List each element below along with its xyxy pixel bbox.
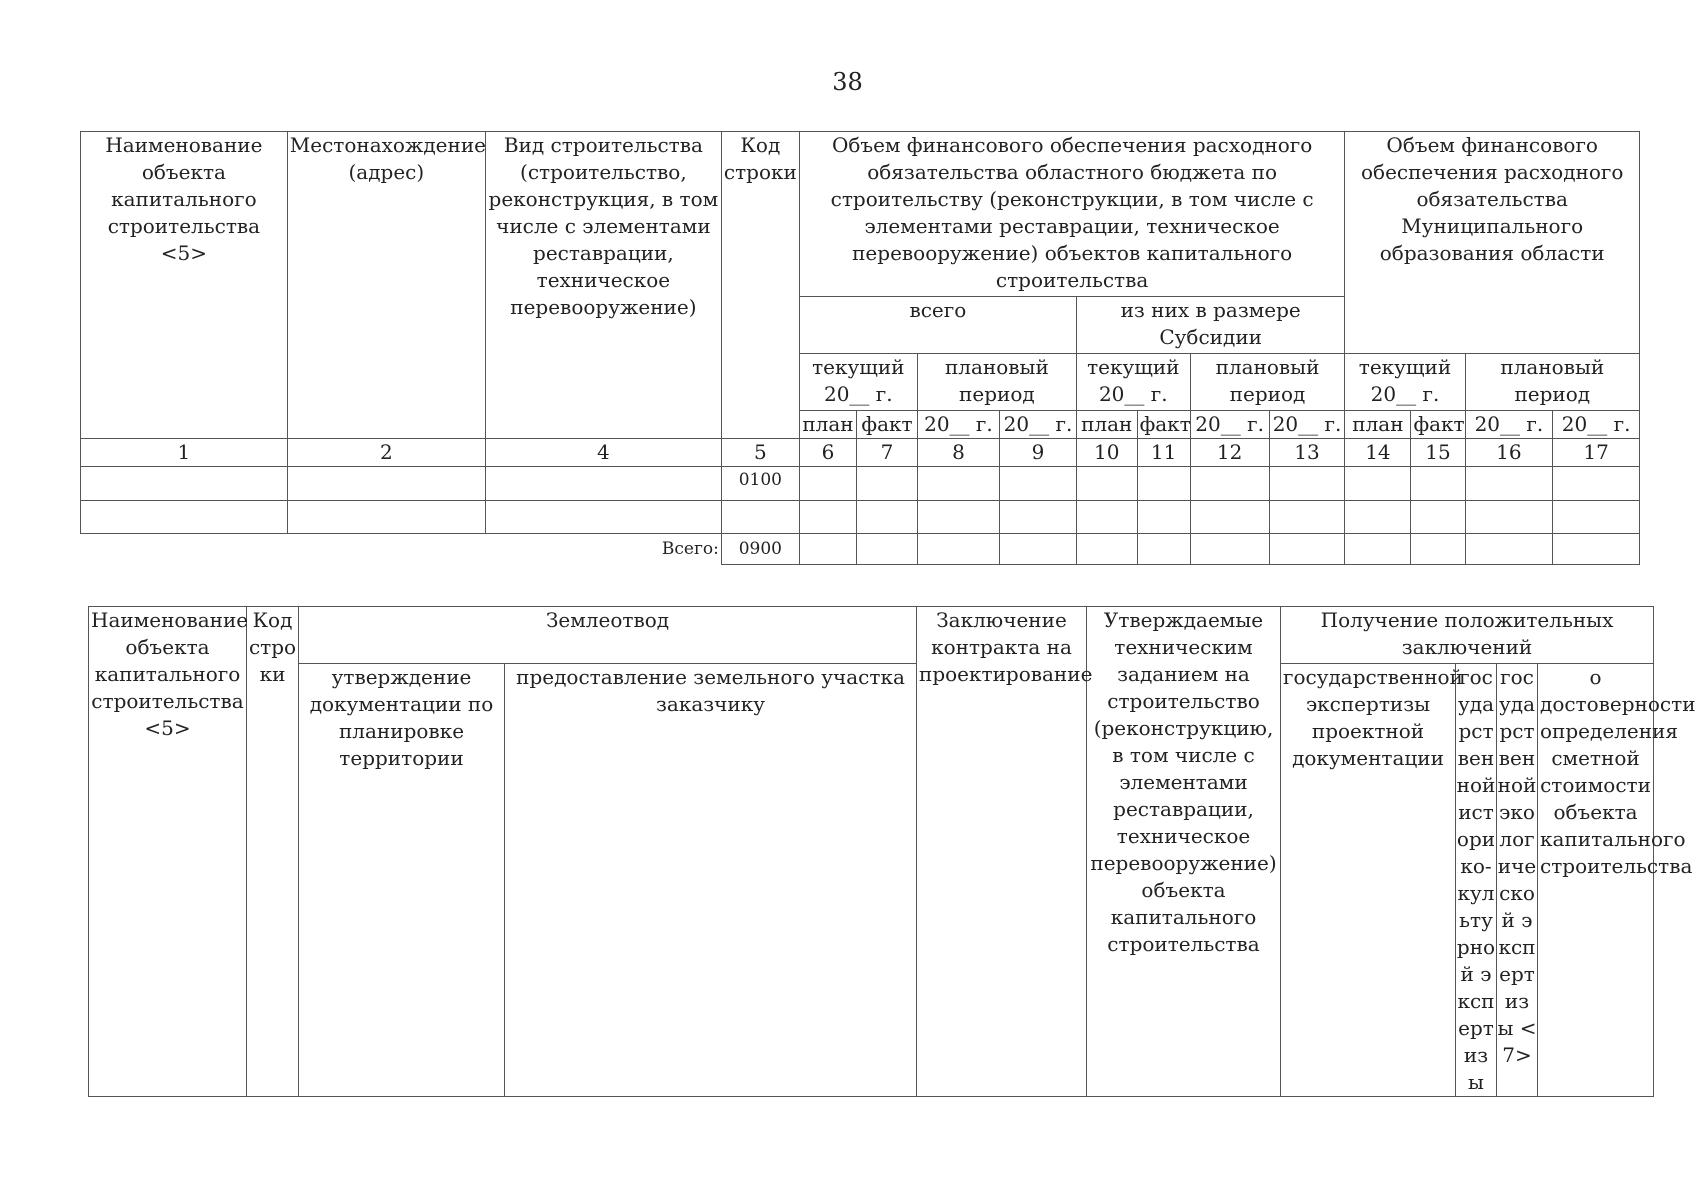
total-value[interactable] <box>1465 534 1553 565</box>
total-value[interactable] <box>917 534 999 565</box>
header-name: Наименование объекта капитального строительства <5> <box>89 607 247 1097</box>
cell-value[interactable] <box>1411 467 1465 501</box>
table-row <box>81 467 1640 501</box>
header-total: всего <box>799 297 1076 354</box>
column-number: 1 <box>81 439 288 467</box>
header-fact: факт <box>1411 411 1465 439</box>
column-number: 13 <box>1269 439 1345 467</box>
header-subsidy: из них в размере Субсидии <box>1076 297 1344 354</box>
header-current-year: текущий 20__ г. <box>799 354 917 411</box>
cell-value[interactable] <box>1000 467 1077 501</box>
header-ecological-expertise: государственной экологической экспертизы <7> <box>1497 664 1538 1097</box>
header-name: Наименование объекта капитального строительства <5> <box>81 132 288 439</box>
header-municipal-budget: Объем финансового обеспечения расходного обязательства Муниципального образования области <box>1345 132 1640 354</box>
column-number: 4 <box>485 439 721 467</box>
total-value[interactable] <box>1190 534 1269 565</box>
header-year: 20__ г. <box>917 411 999 439</box>
page-number: 38 <box>832 68 863 96</box>
cell-value[interactable] <box>1553 501 1640 534</box>
row-code: 0100 <box>721 467 799 501</box>
cell-value[interactable] <box>917 501 999 534</box>
header-fact: факт <box>857 411 918 439</box>
column-number: 17 <box>1553 439 1640 467</box>
header-contract: Заключение контракта на проектирование <box>917 607 1087 1097</box>
total-value[interactable] <box>799 534 856 565</box>
column-numbers-row <box>81 439 1640 467</box>
total-value[interactable] <box>1345 534 1411 565</box>
header-state-expertise: государственной экспертизы проектной документации <box>1281 664 1456 1097</box>
cell-value[interactable] <box>1076 467 1137 501</box>
header-year: 20__ г. <box>1000 411 1077 439</box>
total-value[interactable] <box>1137 534 1190 565</box>
header-year: 20__ г. <box>1465 411 1553 439</box>
cell-value[interactable] <box>1076 501 1137 534</box>
cell-value[interactable] <box>857 467 918 501</box>
column-number: 7 <box>857 439 918 467</box>
column-number: 5 <box>721 439 799 467</box>
financing-table <box>80 131 1640 565</box>
column-number: 16 <box>1465 439 1553 467</box>
column-number: 6 <box>799 439 856 467</box>
column-number: 10 <box>1076 439 1137 467</box>
total-row <box>81 534 1640 565</box>
header-plan: план <box>799 411 856 439</box>
header-land-plan: утверждение документации по планировке территории <box>299 664 505 1097</box>
header-current-year: текущий 20__ г. <box>1345 354 1465 411</box>
header-current-year: текущий 20__ г. <box>1076 354 1190 411</box>
total-value[interactable] <box>1076 534 1137 565</box>
header-historical-expertise: государственной историко-культурной экспертизы <box>1456 664 1497 1097</box>
cell-value[interactable] <box>917 467 999 501</box>
cell-value[interactable] <box>799 501 856 534</box>
header-construction-type: Вид строительства (строительство, реконструкция, в том числе с элементами реставрации, техническое перевооружение) <box>485 132 721 439</box>
total-value[interactable] <box>1553 534 1640 565</box>
total-value[interactable] <box>1269 534 1345 565</box>
cell-type[interactable] <box>485 501 721 534</box>
header-year: 20__ г. <box>1190 411 1269 439</box>
column-number: 8 <box>917 439 999 467</box>
cell-value[interactable] <box>1465 501 1553 534</box>
header-positive-conclusions: Получение положительных заключений <box>1281 607 1654 664</box>
cell-value[interactable] <box>1553 467 1640 501</box>
total-value[interactable] <box>1411 534 1465 565</box>
cell-value[interactable] <box>1345 467 1411 501</box>
column-number: 14 <box>1345 439 1411 467</box>
cell-value[interactable] <box>1190 467 1269 501</box>
cell-name[interactable] <box>81 501 288 534</box>
total-code: 0900 <box>721 534 799 565</box>
cell-value[interactable] <box>1269 467 1345 501</box>
cell-name[interactable] <box>81 467 288 501</box>
cell-value[interactable] <box>1465 467 1553 501</box>
header-cost-reliability: о достоверности определения сметной стоимости объекта капитального строительства <box>1538 664 1654 1097</box>
header-land-allocation: Землеотвод <box>299 607 917 664</box>
header-plan-period: плановый период <box>1190 354 1345 411</box>
cell-value[interactable] <box>1137 501 1190 534</box>
header-land-provide: предоставление земельного участка заказчику <box>505 664 917 1097</box>
header-fact: факт <box>1137 411 1190 439</box>
column-number: 11 <box>1137 439 1190 467</box>
cell-value[interactable] <box>1411 501 1465 534</box>
header-plan-period: плановый период <box>1465 354 1639 411</box>
header-plan-period: плановый период <box>917 354 1076 411</box>
cell-value[interactable] <box>1345 501 1411 534</box>
cell-type[interactable] <box>485 467 721 501</box>
cell-location[interactable] <box>287 501 485 534</box>
total-value[interactable] <box>1000 534 1077 565</box>
header-approved-spec: Утверждаемые техническим заданием на строительство (реконструкцию, в том числе с элементами реставрации, техническое перевооружение) объекта капитального строительства <box>1087 607 1281 1097</box>
cell-location[interactable] <box>287 467 485 501</box>
column-number: 9 <box>1000 439 1077 467</box>
column-number: 2 <box>287 439 485 467</box>
header-year: 20__ г. <box>1553 411 1640 439</box>
cell-value[interactable] <box>799 467 856 501</box>
cell-code[interactable] <box>721 501 799 534</box>
header-row-code: Код строки <box>721 132 799 439</box>
table-row <box>81 501 1640 534</box>
cell-value[interactable] <box>857 501 918 534</box>
total-value[interactable] <box>857 534 918 565</box>
header-plan: план <box>1076 411 1137 439</box>
header-row-code: Код строки <box>247 607 299 1097</box>
header-plan: план <box>1345 411 1411 439</box>
column-number: 15 <box>1411 439 1465 467</box>
milestones-table <box>88 606 1696 1097</box>
column-number: 12 <box>1190 439 1269 467</box>
cell-value[interactable] <box>1000 501 1077 534</box>
header-year: 20__ г. <box>1269 411 1345 439</box>
total-label: Всего: <box>661 538 719 559</box>
cell-value[interactable] <box>1269 501 1345 534</box>
cell-value[interactable] <box>1190 501 1269 534</box>
header-location: Местонахождение (адрес) <box>287 132 485 439</box>
cell-value[interactable] <box>1137 467 1190 501</box>
header-regional-budget: Объем финансового обеспечения расходного обязательства областного бюджета по строительству (реконструкции, в том числе с элементами реставрации, техническое перевооружение) объектов капитального строительства <box>799 132 1345 297</box>
